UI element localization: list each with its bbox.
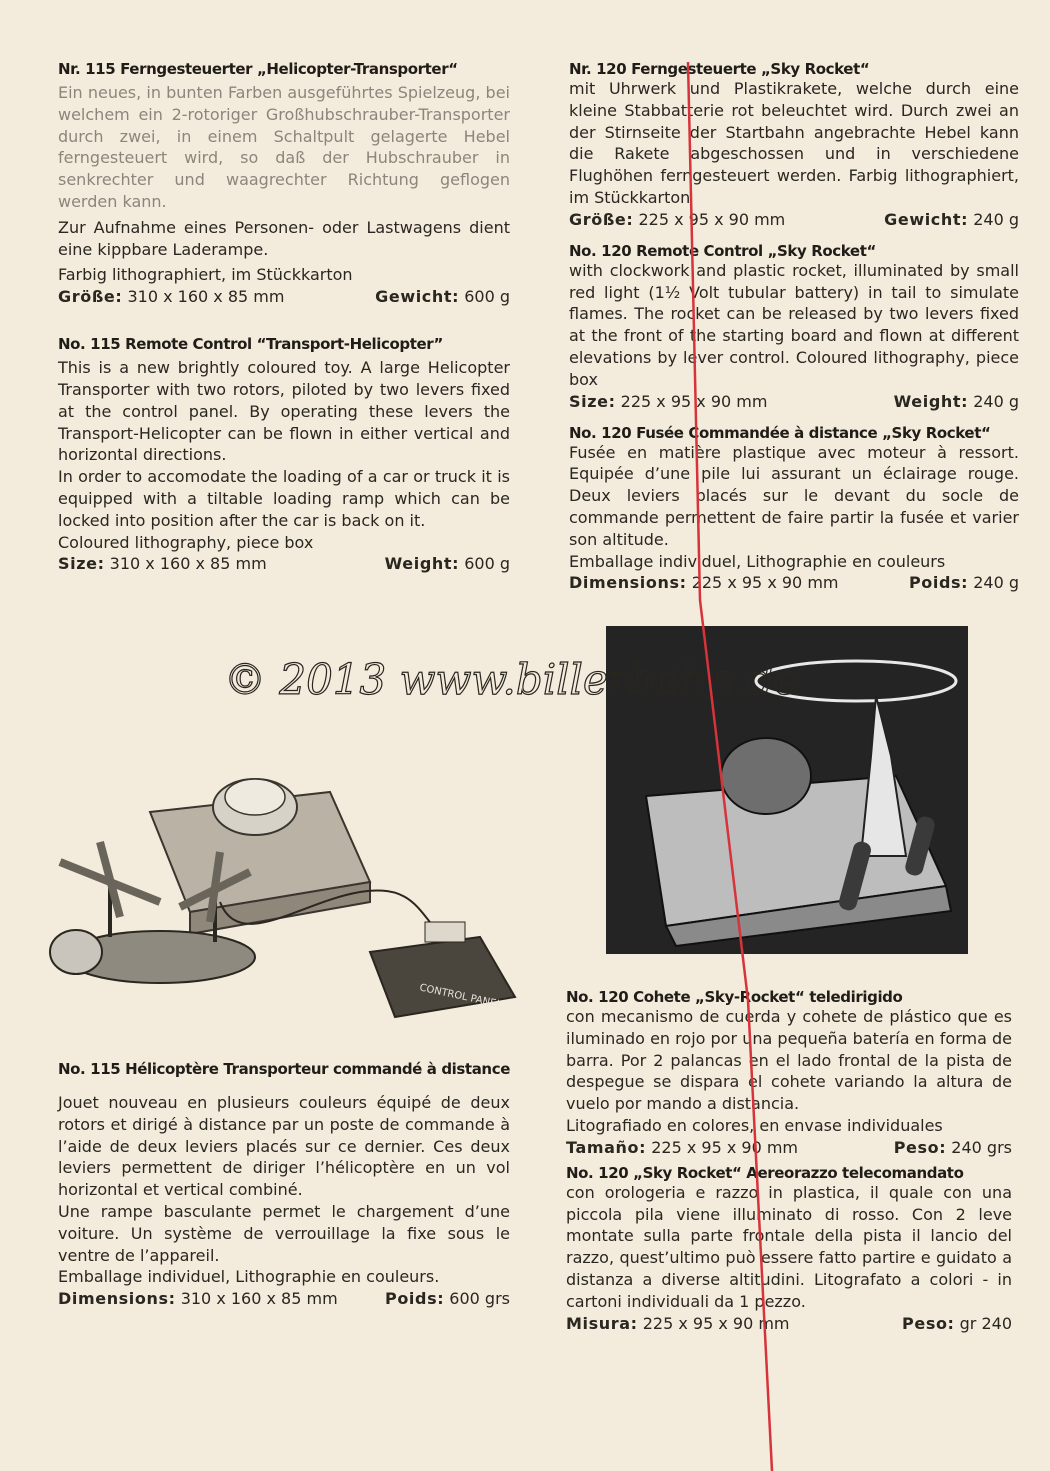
size-label: Size:: [569, 391, 616, 411]
nr115-english-packaging: Coloured lithography, piece box: [58, 532, 314, 552]
nr115-french-description: Jouet nouveau en plusieurs couleurs équipé de deux rotors et dirigé à distance par un poste de commande à l’aide de deux leviers placés sur ce dernier. Ces deux leviers permettent de diriger l’hélicoptère en un vol horizontal et vertical combiné.: [58, 1093, 510, 1200]
weight-label: Peso:: [893, 1137, 947, 1157]
right-column: [569, 60, 1019, 593]
weight-value: 240 g: [973, 573, 1019, 593]
nr120-french-heading: No. 120 Fusée Commandée à distance „Sky Rocket“: [569, 423, 991, 442]
nr115-french-ramp: Une rampe basculante permet le chargement d’une voiture. Un système de verrouillage la fixe sous le ventre de l’appareil.: [58, 1201, 510, 1265]
weight-value: 600 g: [464, 287, 510, 307]
weight-value: 600 grs: [449, 1289, 510, 1309]
nr120-german-section: [569, 60, 1019, 230]
nr115-german-heading: Nr. 115 Ferngesteuerter „Helicopter-Transporter“: [58, 60, 458, 78]
size-label: Dimensions:: [58, 1289, 176, 1309]
weight-label: Weight:: [893, 391, 969, 411]
right-lower-column: [566, 988, 1012, 1334]
size-value: 225 x 95 x 90 mm: [620, 391, 768, 411]
nr120-german-spec: [569, 209, 1019, 230]
copyright-watermark: © 2013 www.billerbahn.de: [224, 655, 800, 704]
nr120-english-spec: [569, 391, 1019, 412]
nr120-spanish-description: con mecanismo de cuerda y cohete de plástico que es iluminado en rojo por una pequeña batería en forma de barra. Por 2 palancas en el lado frontal de la pista de despegue se dispara el cohete variando la altura de vuelo por mando a distancia.: [566, 1007, 1012, 1114]
nr120-italian-heading: No. 120 „Sky Rocket“ Aereorazzo telecomandato: [566, 1163, 964, 1182]
nr120-german-description: mit Uhrwerk und Plastikrakete, welche durch eine kleine Stabbatterie rot beleuchtet wird. Durch zwei an der Stirnseite der Startbahn angebrachte Hebel kann die Rakete abgeschossen und in verschiedene Flughöhen ferngesteuert werden. Farbig lithographiert, im Stückkarton: [569, 79, 1019, 207]
nr120-italian-spec: [566, 1313, 1012, 1334]
size-label: Größe:: [569, 209, 634, 229]
nr120-spanish-section: [566, 988, 1012, 1158]
nr120-english-section: [569, 242, 1019, 412]
nr120-spanish-spec: [566, 1137, 1012, 1158]
nr115-german-ramp: Zur Aufnahme eines Personen- oder Lastwagens dient eine kippbare Laderampe.: [58, 217, 510, 259]
control-panel-label: CONTROL PANEL: [418, 982, 503, 1011]
weight-label: Gewicht:: [375, 287, 460, 307]
nr120-italian-section: [566, 1164, 1012, 1334]
nr115-german-packaging: Farbig lithographiert, im Stückkarton: [58, 265, 353, 285]
size-value: 310 x 160 x 85 mm: [127, 287, 285, 307]
size-value: 225 x 95 x 90 mm: [638, 209, 786, 229]
helicopter-toy-illustration: [40, 752, 520, 1032]
nr120-italian-description: con orologeria e razzo in plastica, il quale con una piccola pila viene illuminato di rosso. Con 2 leve montate sulla parte frontale della pista il lancio del razzo, quest’ultimo può essere fatto partire e guidato a distanza a diverse altitudini. Litografato a colori - in cartoni individuali da 1 pezzo.: [566, 1182, 1012, 1311]
nr115-german-section: [58, 60, 510, 307]
nr115-german-spec: [58, 286, 510, 307]
size-value: 310 x 160 x 85 mm: [180, 1289, 338, 1309]
nr120-english-heading: No. 120 Remote Control „Sky Rocket“: [569, 241, 876, 260]
nr115-french-section: [58, 1060, 510, 1309]
nr120-german-heading: Nr. 120 Ferngesteuerte „Sky Rocket“: [569, 60, 870, 78]
size-value: 225 x 95 x 90 mm: [642, 1313, 790, 1333]
left-column: [58, 60, 510, 574]
nr120-spanish-packaging: Litografiado en colores, en envase individuales: [566, 1115, 943, 1135]
weight-value: 600 g: [464, 554, 510, 574]
weight-label: Poids:: [908, 573, 969, 593]
weight-label: Gewicht:: [884, 209, 969, 229]
size-label: Dimensions:: [569, 573, 687, 593]
nr115-french-packaging: Emballage individuel, Lithographie en couleurs.: [58, 1267, 440, 1287]
weight-label: Peso:: [902, 1313, 955, 1333]
weight-value: 240 g: [973, 209, 1019, 229]
size-value: 225 x 95 x 90 mm: [651, 1137, 798, 1157]
weight-value: 240 g: [973, 391, 1019, 411]
nr115-french-spec: [58, 1288, 510, 1309]
nr115-english-heading: No. 115 Remote Control “Transport-Helicopter”: [58, 335, 443, 354]
nr120-english-description: with clockwork and plastic rocket, illuminated by small red light (1½ Volt tubular battery) in tail to simulate flames. The rocket can be released by two levers fixed at the front of the starting board and flown at different elevations by lever control. Coloured lithography, piece box: [569, 260, 1019, 389]
nr120-french-packaging: Emballage individuel, Lithographie en couleurs: [569, 551, 946, 571]
nr120-french-spec: [569, 572, 1019, 593]
nr115-english-spec: [58, 553, 510, 574]
size-value: 310 x 160 x 85 mm: [109, 554, 267, 574]
size-value: 225 x 95 x 90 mm: [691, 573, 839, 593]
nr115-english-section: [58, 335, 510, 574]
size-label: Größe:: [58, 287, 123, 307]
size-label: Tamaño:: [566, 1137, 647, 1157]
nr115-english-description: This is a new brightly coloured toy. A large Helicopter Transporter with two rotors, piloted by two levers fixed at the control panel. By operating these levers the Transport-Helicopter can be flown in either vertical and horizontal directions.: [58, 358, 510, 465]
size-label: Misura:: [566, 1313, 638, 1333]
nr115-french-heading: No. 115 Hélicoptère Transporteur commandé à distance: [58, 1060, 510, 1078]
weight-label: Poids:: [385, 1289, 445, 1309]
nr115-english-ramp: In order to accomodate the loading of a car or truck it is equipped with a tiltable loading ramp which can be locked into position after the car is back on it.: [58, 467, 510, 530]
weight-value: gr 240: [959, 1313, 1012, 1333]
weight-value: 240 grs: [951, 1137, 1012, 1157]
nr115-german-description: Ein neues, in bunten Farben ausgeführtes Spielzeug, bei welchem ein 2-rotoriger Großhubschrauber-Transporter durch zwei, in einem Schaltpult gelagerte Hebel ferngesteuert wird, so daß der Hubschrauber in senkrechter und waagrechter Richtung geflogen werden kann.: [58, 83, 510, 211]
nr120-french-description: Fusée en matière plastique avec moteur à ressort. Equipée d’une pile lui assurant un éclairage rouge. Deux leviers placés sur le devant du socle de commande permettent de faire partir la fusée et varier son altitude.: [569, 442, 1019, 549]
nr120-french-section: [569, 424, 1019, 594]
weight-label: Weight:: [384, 554, 460, 574]
size-label: Size:: [58, 554, 105, 574]
nr120-spanish-heading: No. 120 Cohete „Sky-Rocket“ teledirigido: [566, 988, 903, 1006]
